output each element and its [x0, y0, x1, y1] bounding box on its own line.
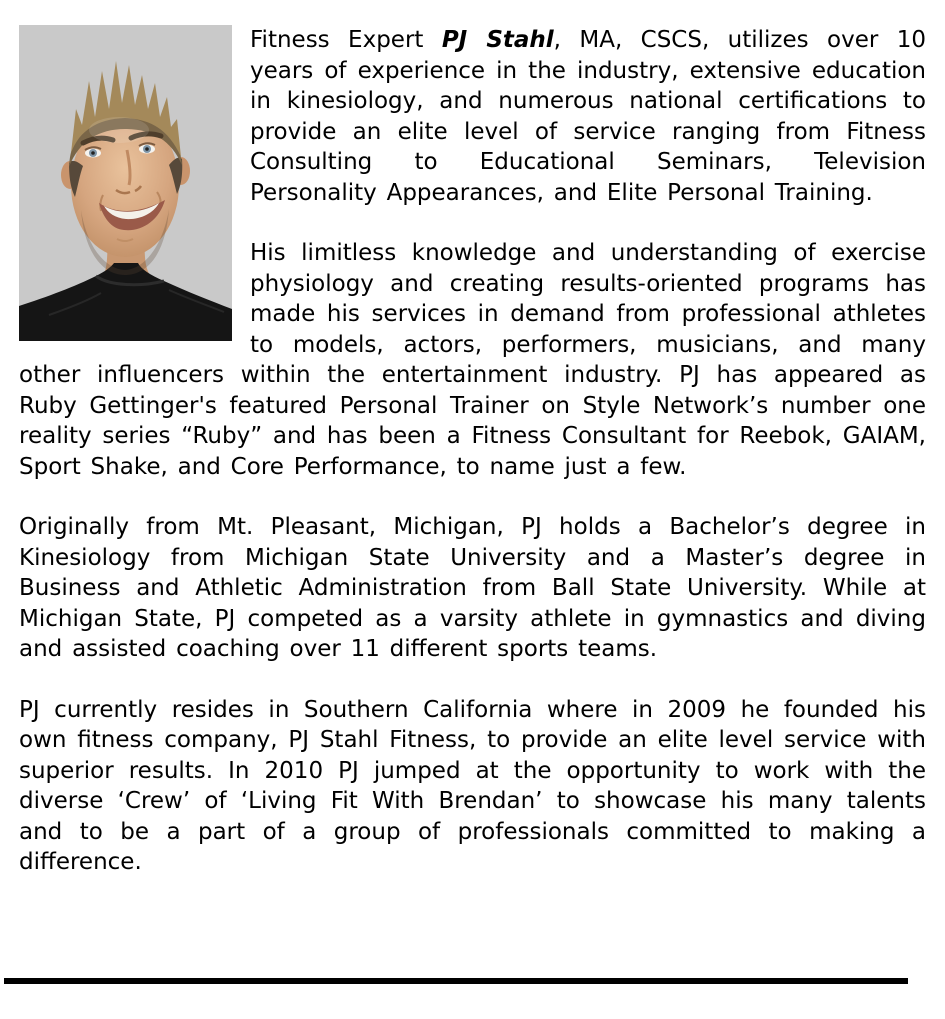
bio-p1-rest: , MA, CSCS, utilizes over 10 years of experience in the industry, extensive education in kinesiology, and numerous national certifications to provide an elite level of service ranging from Fitness Consulting to Educational Seminars, Television Personality Appearances, and Elite Personal Training.: [250, 27, 926, 206]
bio-paragraph-3: Originally from Mt. Pleasant, Michigan, PJ holds a Bachelor’s degree in Kinesiology from Michigan State University and a Master’s degree in Business and Athletic Administration from Ball State University. While at Michigan State, PJ competed as a varsity athlete in gymnastics and diving and assisted coaching over 11 different sports teams.: [19, 514, 926, 662]
right-pupil: [145, 147, 149, 151]
person-name: PJ Stahl: [441, 27, 554, 53]
portrait-photo-graphic: [19, 25, 232, 341]
left-pupil: [91, 151, 95, 155]
bio-paragraph-4: PJ currently resides in Southern California where in 2009 he founded his own fitness company, PJ Stahl Fitness, to provide an elite level service with superior results. In 2010 PJ jumped at the opportunity to work with the diverse ‘Crew’ of ‘Living Fit With Brendan’ to showcase his many talents and to be a part of a group of professionals committed to making a difference.: [19, 696, 926, 875]
portrait-photo: [19, 25, 232, 341]
bio-paragraph-2: His limitless knowledge and understanding of exercise physiology and creating results-oriented programs has made his services in demand from professional athletes to models, actors, performers, musicians, and many other influencers within the entertainment industry. PJ has appeared as Ruby Gettinger's featured Personal Trainer on Style Network’s number one reality series “Ruby” and has been a Fitness Consultant for Reebok, GAIAM, Sport Shake, and Core Performance, to name just a few.: [19, 240, 926, 480]
document-page: [19, 25, 926, 908]
bottom-divider-rule: [4, 978, 908, 984]
forehead-highlight: [89, 117, 149, 143]
bio-p1-prefix: Fitness Expert: [250, 27, 442, 53]
bottom-divider: [4, 978, 908, 984]
